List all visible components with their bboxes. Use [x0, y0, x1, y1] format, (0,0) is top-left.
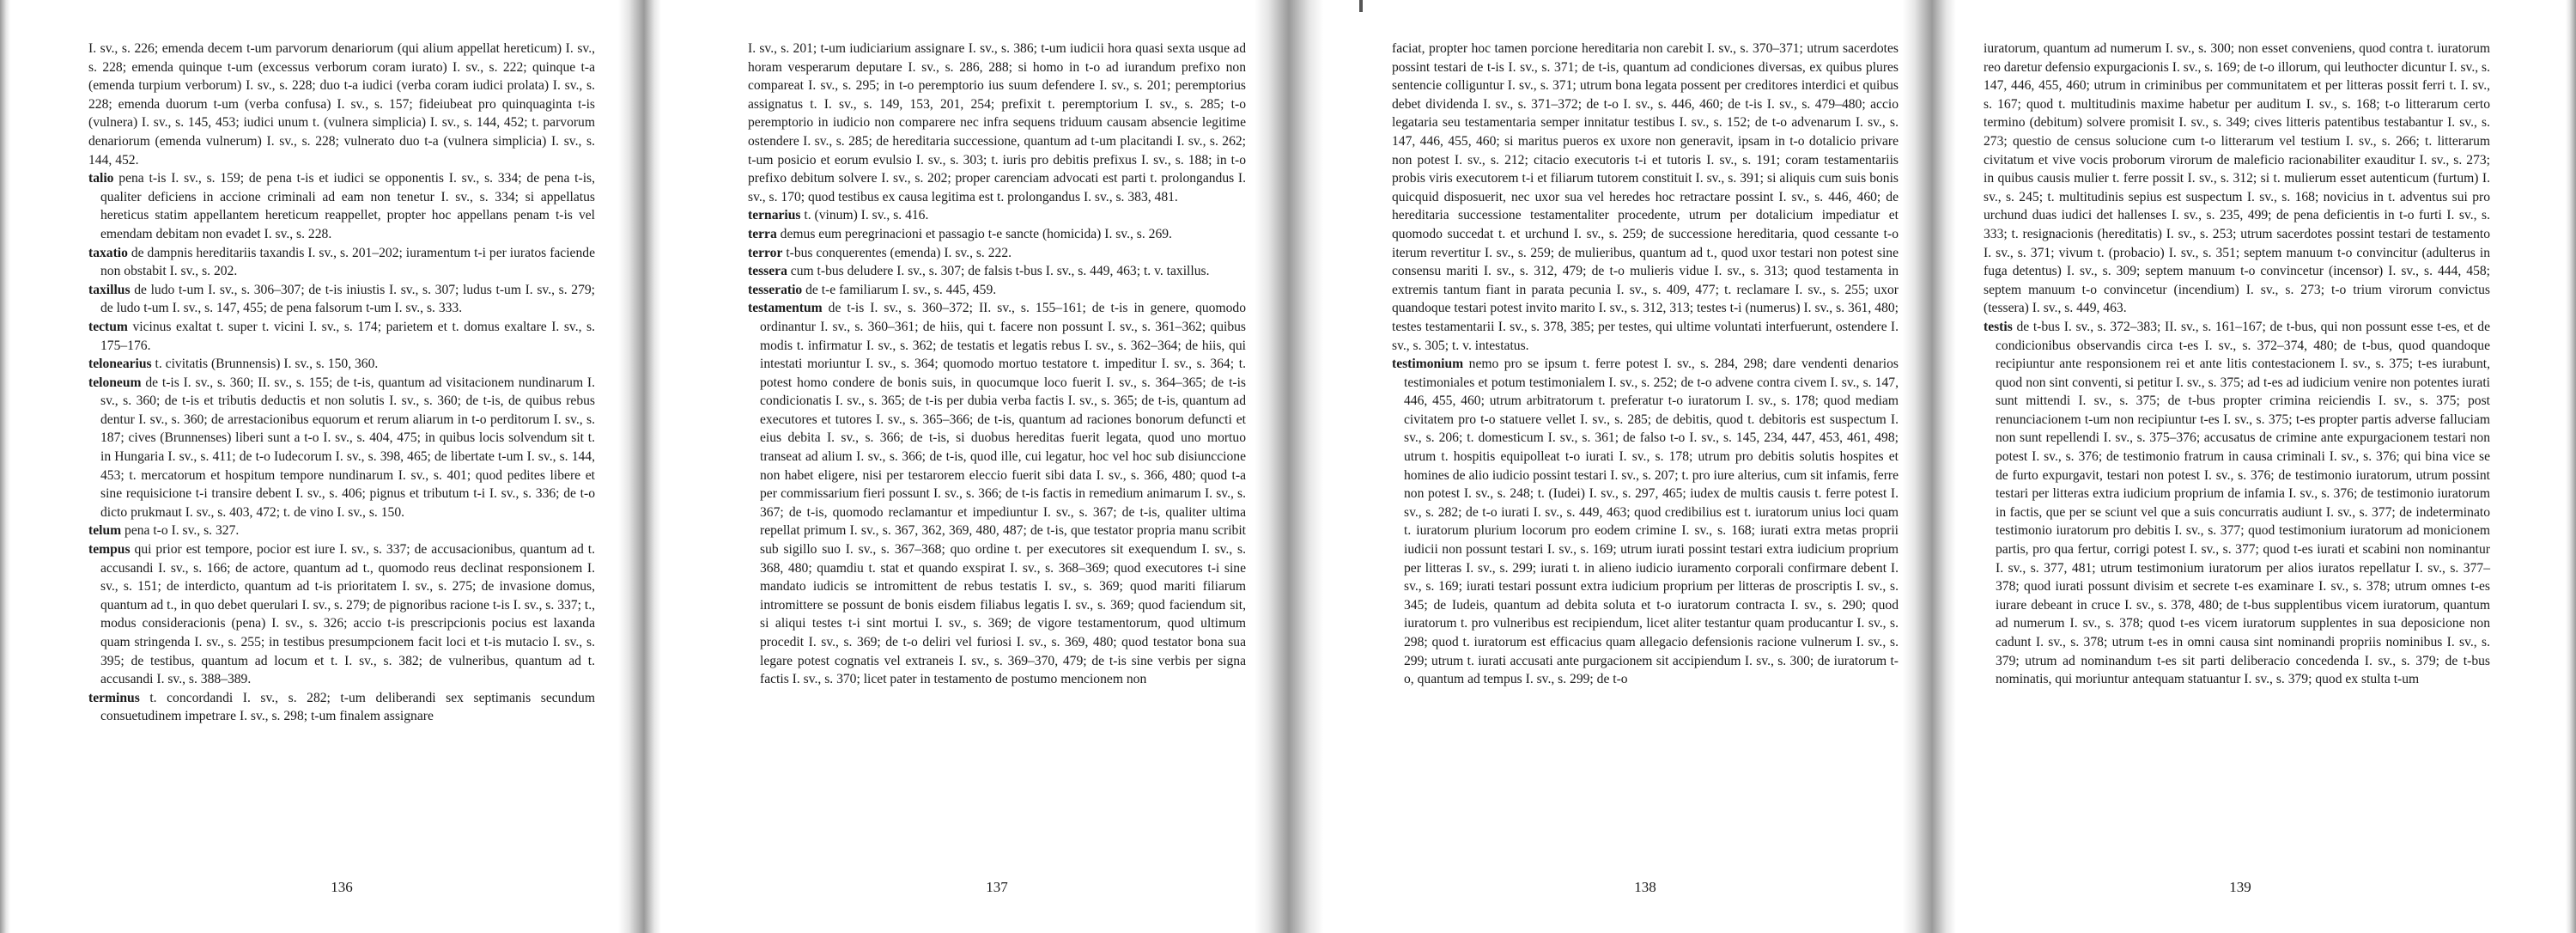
book-page-left-1	[0, 0, 644, 933]
index-entry-text: qui prior est tempore, pocior est iure I. sv., s. 337; de accusacionibus, quantum ad t. accusandi I. sv., s. 166; de actore, quantum ad t., quomodo reus declinat responsionem I. sv., s. 151; de interdicto, quantum ad t-is prioritatem I. sv., s. 275; de invasione domus, quantum ad t., in quo debet querulari I. sv., s. 279; de pignoribus racione t-is I. sv., s. 337; t., modus consideracionis (pena) I. sv., s. 326; accio t-is prescripcionis pocius est laxanda quam stringenda I. sv., s. 255; in testibus presumpcionem facit loci et t-is mutacio I. sv., s. 395; de testibus, quantum ad locum et t. I. sv., s. 382; de vulneribus, quantum ad t. accusandi I. sv., s. 388–389.	[100, 542, 596, 687]
index-entry-headword: ternarius	[748, 208, 801, 223]
index-entry	[88, 374, 595, 522]
index-entry-headword: teloneum	[88, 375, 142, 390]
index-entry-text: demus eum peregrinacioni et passagio t-e sancte (homicida) I. sv., s. 269.	[780, 226, 1172, 241]
index-entry	[748, 281, 1246, 300]
page-number: 136	[331, 879, 353, 895]
scan-edge-marker	[1359, 0, 1363, 12]
index-entry-text: de t-is I. sv., s. 360–372; II. sv., s. 155–161; de t-is in genere, quomodo ordinantur I. sv., s. 360–361; de hiis, qui t. facere non possunt I. sv., s. 361–362; quibus modis t. infirmatur I. sv., s. 362; de testatis et legatis rebus I. sv., s. 362–364; de hiis, qui intestati moriuntur I. sv., s. 364; quomodo mortuo testatore t. impeditur I. sv., s. 364; t. potest homo condere de bonis suis, in quocumque loco fuerit I. sv., s. 364–365; de t-is condicionatis I. sv., s. 365; de t-is per dubia verba factis I. sv., s. 365; de t-is, quantum ad executores et tutores I. sv., s. 365–366; de t-is, quantum ad raciones bonorum defuncti et eius debita I. sv., s. 366; de t-is, si duobus hereditas fuerit legata, quod uno mortuo transeat ad alium I. sv., s. 366; de t-is, quod ille, cui legatur, hoc vel hoc sub disiunccione non habet eligere, nisi per testarorem eleccio fuerit sibi data I. sv., s. 366, 480; quod t-a per commissarium fieri possunt I. sv., s. 366; de t-is factis in remedium animarum I. sv., s. 367; de t-is, quomodo reclamantur et impediuntur I. sv., s. 367; de t-is, qualiter ultima repellat primum I. sv., s. 367, 362, 369, 480, 487; de t-is, que testator propria manu scribit sub sigillo suo I. sv., s. 367–368; quo ordine t. per executores sit exequendum I. sv., s. 368, 480; quamdiu t. stat et quando exspirat I. sv., s. 368–369; quod executores t-i sine mandato iudicis se intromittent de rebus testatis I. sv., s. 369; quod mariti filiarum intromittere se possunt de bonis eisdem filiabus legatis I. sv., s. 369; quod faciendum sit, si aliqui testes t-i sint mortui I. sv., s. 369; de vigore testamentorum, quod ultimum procedit I. sv., s. 369; de t-o deliri vel furiosi I. sv., s. 369, 480; quod testator bona sua legare potest cognatis vel extraneis I. sv., s. 369–370, 479; de t-is sine verbis per signa factis I. sv., s. 370; licet pater in testamento de postumo mencionem non	[760, 301, 1246, 687]
index-entry-headword: terror	[748, 245, 783, 260]
index-entry-headword: talio	[88, 171, 114, 186]
index-entry	[88, 281, 595, 318]
index-entry-headword: taxatio	[88, 245, 128, 260]
index-entry	[748, 244, 1246, 263]
page-gutter-shadow	[644, 0, 661, 933]
index-entry-text: vicinus exaltat t. super t. vicini I. sv., s. 174; parietem et t. domus exaltare I. sv., s. 175–176.	[100, 319, 595, 353]
index-entry-headword: testamentum	[748, 301, 823, 316]
index-entry	[748, 299, 1246, 688]
index-entry	[748, 225, 1246, 244]
page-edge-shadow	[0, 0, 10, 933]
index-entry-text: nemo pro se ipsum t. ferre potest I. sv., s. 284, 298; dare vendenti denarios testimoniales et potum testimonialem I. sv., s. 252; de t-o advene contra civem I. sv., s. 147, 446, 455, 460; utrum arbitratorum t. preferatur t-o iuratorum I. sv., s. 178; quod mediam civitatem pro t-o statuere vellet I. sv., s. 285; de debitis, quod t. debitoris est suspectum I. sv., s. 206; t. domesticum I. sv., s. 361; de falso t-o I. sv., s. 145, 234, 447, 453, 461, 498; utrum t. hospitis equipolleat t-o iurati I. sv., s. 178; utrum pro debitis solutis hospites et homines de alio iudicio possint testari I. sv., s. 207; t. pro iure alterius, cum sit infamis, ferre non potest I. sv., s. 248; t. (Iudei) I. sv., s. 297, 465; iudex de multis causis t. ferre potest I. sv., s. 282; de t-o iurati I. sv., s. 449, 463; quod credibilius est t. iuratorum unius loci quam t. iuratorum plurium locorum pro eodem crimine I. sv., s. 168; iurati extra metas proprii iudicii non possunt testari I. sv., s. 169; utrum iurati possint testari extra iudicium proprium per litteras I. sv., s. 299; iurati t. in alieno iudicio iuramento corporali confirmare debent I. sv., s. 169; iurati testari possunt extra iudicium proprium per litteras de proscriptis I. sv., s. 345; de Iudeis, quantum ad debita soluta et t-o iuratorum contracta I. sv., s. 290; quod iuratorum t. pro vulneribus est recipiendum, licet aliter testantur quam producantur I. sv., s. 298; quod t. iuratorum est efficacius quam allegacio defensionis racione vulnerum I. sv., s. 299; utrum t. iurati accusati ante purgacionem sit accipiendum I. sv., s. 300; de iuratorum t-o, quantum ad tempus I. sv., s. 299; de t-o	[1404, 357, 1899, 687]
index-entry-headword: tesseratio	[748, 282, 803, 297]
book-page-right-2	[1932, 0, 2576, 933]
index-entry	[88, 318, 595, 355]
index-entry-text: cum t-bus deludere I. sv., s. 307; de falsis t-bus I. sv., s. 449, 463; t. v. taxillus.	[790, 264, 1210, 279]
index-text-column	[88, 40, 595, 726]
index-entry-headword: taxillus	[88, 282, 131, 297]
index-entry	[88, 521, 595, 540]
index-entry-headword: testimonium	[1392, 357, 1464, 372]
index-entry-headword: telum	[88, 523, 122, 539]
book-page-left-2	[1289, 0, 1932, 933]
index-continuation-text: iuratorum, quantum ad numerum I. sv., s. 300; non esset conveniens, quod contra t. iuratorum reo daretur defensio expurgacionis I. sv., s. 169; de t-o illorum, qui leuthocter dicuntur I. sv., s. 147, 446, 455, 460; utrum in criminibus per communitatem et per litteras possit ferri t. I. sv., s. 167; quod t. multitudinis maxime habetur per auditum I. sv., s. 168; t-o litterarum certo termino (debitum) solvere promisit I. sv., s. 349; cives litteris patentibus testabantur I. sv., s. 273; questio de census solucione cum t-o litterarum vel testium I. sv., s. 266; t. litterarum civitatum et vive vocis proborum virorum de maleficio racionabiliter exauditur I. sv., s. 273; in quibus causis mulier t. ferre possit I. sv., s. 312; si t. mulierum esset autenticum (furtum) I. sv., s. 245; t. multitudinis sepius est suspectum I. sv., s. 168; novicius in t. adventus sui pro urchund duas iudici det hallenses I. sv., s. 235, 499; de pena deficientis in t-o furti I. sv., s. 333; t. resignacionis (hereditatis) I. sv., s. 253; utrum sacerdotes possint testari de testamento I. sv., s. 371; vivum t. (probacio) I. sv., s. 351; septem manuum t-o convincitur (adulterus in fuga detentus) I. sv., s. 309; septem manuum t-o convincetur (incensor) I. sv., s. 444, 458; septem manuum t-o convincetur (incendium) I. sv., s. 273; t-o trium virorum convictus (tessera) I. sv., s. 449, 463.	[1984, 41, 2490, 316]
index-entry-headword: tempus	[88, 542, 131, 558]
index-entry-headword: tessera	[748, 264, 787, 279]
index-entry-text: de dampnis hereditariis taxandis I. sv., s. 201–202; iuramentum t-i per iuratos faciende non obstabit I. sv., s. 202.	[100, 245, 595, 279]
page-gutter-shadow	[1932, 0, 1956, 933]
index-entry-text: t-bus conquerentes (emenda) I. sv., s. 222.	[786, 245, 1012, 260]
index-entry	[88, 169, 595, 243]
index-entry	[748, 262, 1246, 281]
index-entry	[748, 206, 1246, 225]
page-gutter-shadow	[1903, 0, 1932, 933]
index-entry-text: de t-bus I. sv., s. 372–383; II. sv., s. 161–167; de t-bus, qui non possunt esse t-es, et de condicionibus observandis circa t-es I. sv., s. 372–374, 480; de t-bus, quod quandoque recipiuntur ante responsionem rei et ante litis contestacionem I. sv., s. 375; t-es iurabunt, quod non sint conventi, si petitur I. sv., s. 375; ad t-es ad iudicium venire non potentes iurati sunt mittendi I. sv., s. 375; de t-bus propter crimina reiciendis I. sv., s. 375; post renunciacionem t-um non recipiuntur t-es I. sv., s. 375; t-es propter partis adverse falluciam non sunt repellendi I. sv., s. 375–376; accusatus de crimine ante expurgacionem testari non potest I. sv., s. 376; de testimonio fratrum in causa criminali I. sv., s. 376; qui bina vice se de furto expurgavit, testari non potest I. sv., s. 376; de testimonio iuratorum, utrum possint testari per litteras extra iudicium proprium de infamia I. sv., s. 376; de testimonio iuratorum in factis, que per se sciunt vel que a suis concurratis audiunt I. sv., s. 377; de indeterminato testimonio iuratorum pro debitis I. sv., s. 377; quod testimonium iuratorum ad monicionem partis, pro qua fertur, corrigi potest I. sv., s. 377; quod t-es iurati et scabini non nominantur I. sv., s. 377, 481; utrum testimonium iuratorum per alios iuratos repellatur I. sv., s. 377–378; quod iurati possunt divisim et secrete t-es examinare I. sv., s. 378; utrum omnes t-es iurare debeant in cruce I. sv., s. 378, 480; de t-bus supplentibus vicem iuratorum, quantum ad numerum I. sv., s. 378; quod t-es vicem iuratorum supplentes in sua deposicione non cadunt I. sv., s. 378; utrum t-es in omni causa sint nominandi propriis nominibus I. sv., s. 379; utrum ad nominandum t-es sit parti deliberacio concedenda I. sv., s. 379; de t-bus nominatis, qui moriuntur antequam statuantur I. sv., s. 379; quod ex stulta t-um	[1996, 319, 2490, 687]
book-page-right-1	[644, 0, 1289, 933]
index-entry-text: pena t-o I. sv., s. 327.	[125, 523, 240, 539]
index-entry	[88, 355, 595, 374]
index-entry	[1984, 318, 2490, 689]
index-entry-headword: tectum	[88, 319, 128, 334]
index-entry-headword: terra	[748, 226, 777, 241]
page-edge-shadow	[2566, 0, 2576, 933]
index-entry-text: de ludo t-um I. sv., s. 306–307; de t-is iniustis I. sv., s. 307; ludus t-um I. sv., s. 279; de ludo t-um I. sv., s. 147, 455; de pena falsorum t-um I. sv., s. 333.	[100, 282, 596, 316]
index-continuation-text: I. sv., s. 226; emenda decem t-um parvorum denariorum (qui alium appellat hereticum) I. sv., s. 228; emenda quinque t-um (excessus verborum coram iurato) I. sv., s. 222; quinque t-a (emenda turpium verborum) I. sv., s. 228; duo t-a iudici (verba coram iudici prolata) I. sv., s. 228; emenda duorum t-um (verba confusa) I. sv., s. 157; fideiubeat pro quinquaginta t-is (vulnera) I. sv., s. 145, 453; iudici unum t. (vulnera simplicia) I. sv., s. 144, 452; t. parvorum denariorum (emenda vulnerum) I. sv., s. 228; vulnerato duo t-a (vulnera simplicia) I. sv., s. 144, 452.	[88, 41, 595, 168]
index-entry-headword: terminus	[88, 690, 140, 705]
page-number: 137	[986, 879, 1008, 895]
index-entry-text: de t-is I. sv., s. 360; II. sv., s. 155; de t-is, quantum ad visitacionem nundinarum I. sv., s. 360; de t-is et tributis deductis et non solutis I. sv., s. 360; de t-is, de quibus rebus dentur I. sv., s. 360; de arrestacionibus equorum et rerum aliarum in t-o perditorum I. sv., s. 187; cives (Brunnenses) liberi sunt a t-o I. sv., s. 404, 475; in quibus locis solvendum sit t. in Hungaria I. sv., s. 411; de t-o Iudecorum I. sv., s. 398, 465; de libertate t-um I. sv., s. 144, 453; t. mercatorum et hospitum tempore nundinarum I. sv., s. 401; quod pedites libere et sine requisicione t-i transire debent I. sv., s. 406; pignus et tributum t-i I. sv., s. 336; de t-o dicto prukmaut I. sv., s. 403, 472; t. de vino I. sv., s. 150.	[100, 375, 595, 520]
index-entry	[1392, 355, 1899, 689]
index-entry-headword: telonearius	[88, 357, 152, 372]
index-continuation-text: I. sv., s. 201; t-um iudiciarium assignare I. sv., s. 386; t-um iudicii hora quasi sexta usque ad horam vesperarum deputare I. sv., s. 286, 288; si homo in t-o ad iurandum prefixo non compareat I. sv., s. 295; in t-o peremptorio ius suum defendere I. sv., s. 201; peremptorius assignatus t. I. sv., s. 149, 153, 201, 254; prefixit t. peremptorium I. sv., s. 285; t-o peremptorio in iudicio non comparere nec infra sequens triduum causam absencie legitime ostendere I. sv., s. 285; de hereditaria successione, quantum ad t-um placitandi I. sv., s. 262; t-um posicio et eorum evulsio I. sv., s. 303; t. iuris pro debitis prefixus I. sv., s. 188; in t-o prefixo debitum solvere I. sv., s. 202; proper carenciam advocati est parti t. prolongandus I. sv., s. 170; quod testibus ex causa legitima est t. prolongandus I. sv., s. 383, 481.	[748, 41, 1246, 204]
index-entry-text: t. concordandi I. sv., s. 282; t-um deliberandi sex septimanis secundum consuetudinem impetrare I. sv., s. 298; t-um finalem assignare	[100, 690, 595, 724]
index-entry	[88, 689, 595, 726]
index-text-column	[748, 40, 1246, 689]
page-number: 139	[2229, 879, 2251, 895]
index-entry-headword: testis	[1984, 319, 2013, 334]
index-continuation-text: faciat, propter hoc tamen porcione hereditaria non carebit I. sv., s. 370–371; utrum sacerdotes possint testari de t-is I. sv., s. 371; de t-is, quantum ad condiciones diversas, ex quibus plures sentencie colliguntur I. sv., s. 371; utrum bona legata possent per creditores interdici et quibus debet dividenda I. sv., s. 371–372; de t-o I. sv., s. 446, 460; de t-is I. sv., s. 479–480; accio legataria seu testamentaria semper innitatur testibus I. sv., s. 152; de t-o advenarum I. sv., s. 147, 446, 455, 460; si maritus pueros ex uxore non generavit, ipsam in t-o dotalicio privare non potest I. sv., s. 212; citacio executoris t-i et tutoris I. sv., s. 191; coram testamentariis probis viris executorem t-i et filiarum tutorem constituit I. sv., s. 391; si aliquis cum suis bonis quicquid disposuerit, nec uxor sua vel heredes hoc retractare possint I. sv., s. 446, 460; de hereditaria successione testamentaliter procedente, utrum per dotalicium impediatur et quomodo succedat t. et urchund I. sv., s. 259; de successione hereditaria, quod cessante t-o iterum revertitur I. sv., s. 259; de mulieribus, quantum ad t., quod uxor testari non potest sine consensu mariti I. sv., s. 312, 479; de t-o mulieris vidue I. sv., s. 313; quod testamenta in extremis tantum fiant in parata pecunia I. sv., s. 409, 477; t. reclamare I. sv., s. 255; uxor quandoque testari potest invito marito I. sv., s. 312, 313; testes t-i (numerus) I. sv., s. 361, 480; testes testamentarii I. sv., s. 378, 385; per testes, qui ultime voluntati interfuerunt, ostendere I. sv., s. 305; t. v. intestatus.	[1392, 41, 1899, 353]
index-text-column	[1984, 40, 2490, 689]
index-entry	[88, 244, 595, 281]
index-entry-text: t. (vinum) I. sv., s. 416.	[804, 208, 929, 223]
index-text-column	[1392, 40, 1899, 689]
index-entry-text: pena t-is I. sv., s. 159; de pena t-is et iudici se opponentis I. sv., s. 334; de pena t-is, qualiter deficiens in accione criminali ad eam non tenetur I. sv., s. 334; si appellatus hereticus statim appellantem hereticum reappellet, propter hoc appellans penam t-is vel emendam debitam non evadet I. sv., s. 228.	[100, 171, 595, 241]
page-gutter-shadow	[618, 0, 644, 933]
page-number: 138	[1634, 879, 1656, 895]
index-entry-text: t. civitatis (Brunnensis) I. sv., s. 150, 360.	[155, 357, 379, 372]
index-entry-text: de t-e familiarum I. sv., s. 445, 459.	[805, 282, 997, 297]
page-edge-shadow	[1289, 0, 1323, 933]
page-edge-shadow	[1255, 0, 1289, 933]
index-entry	[88, 540, 595, 689]
